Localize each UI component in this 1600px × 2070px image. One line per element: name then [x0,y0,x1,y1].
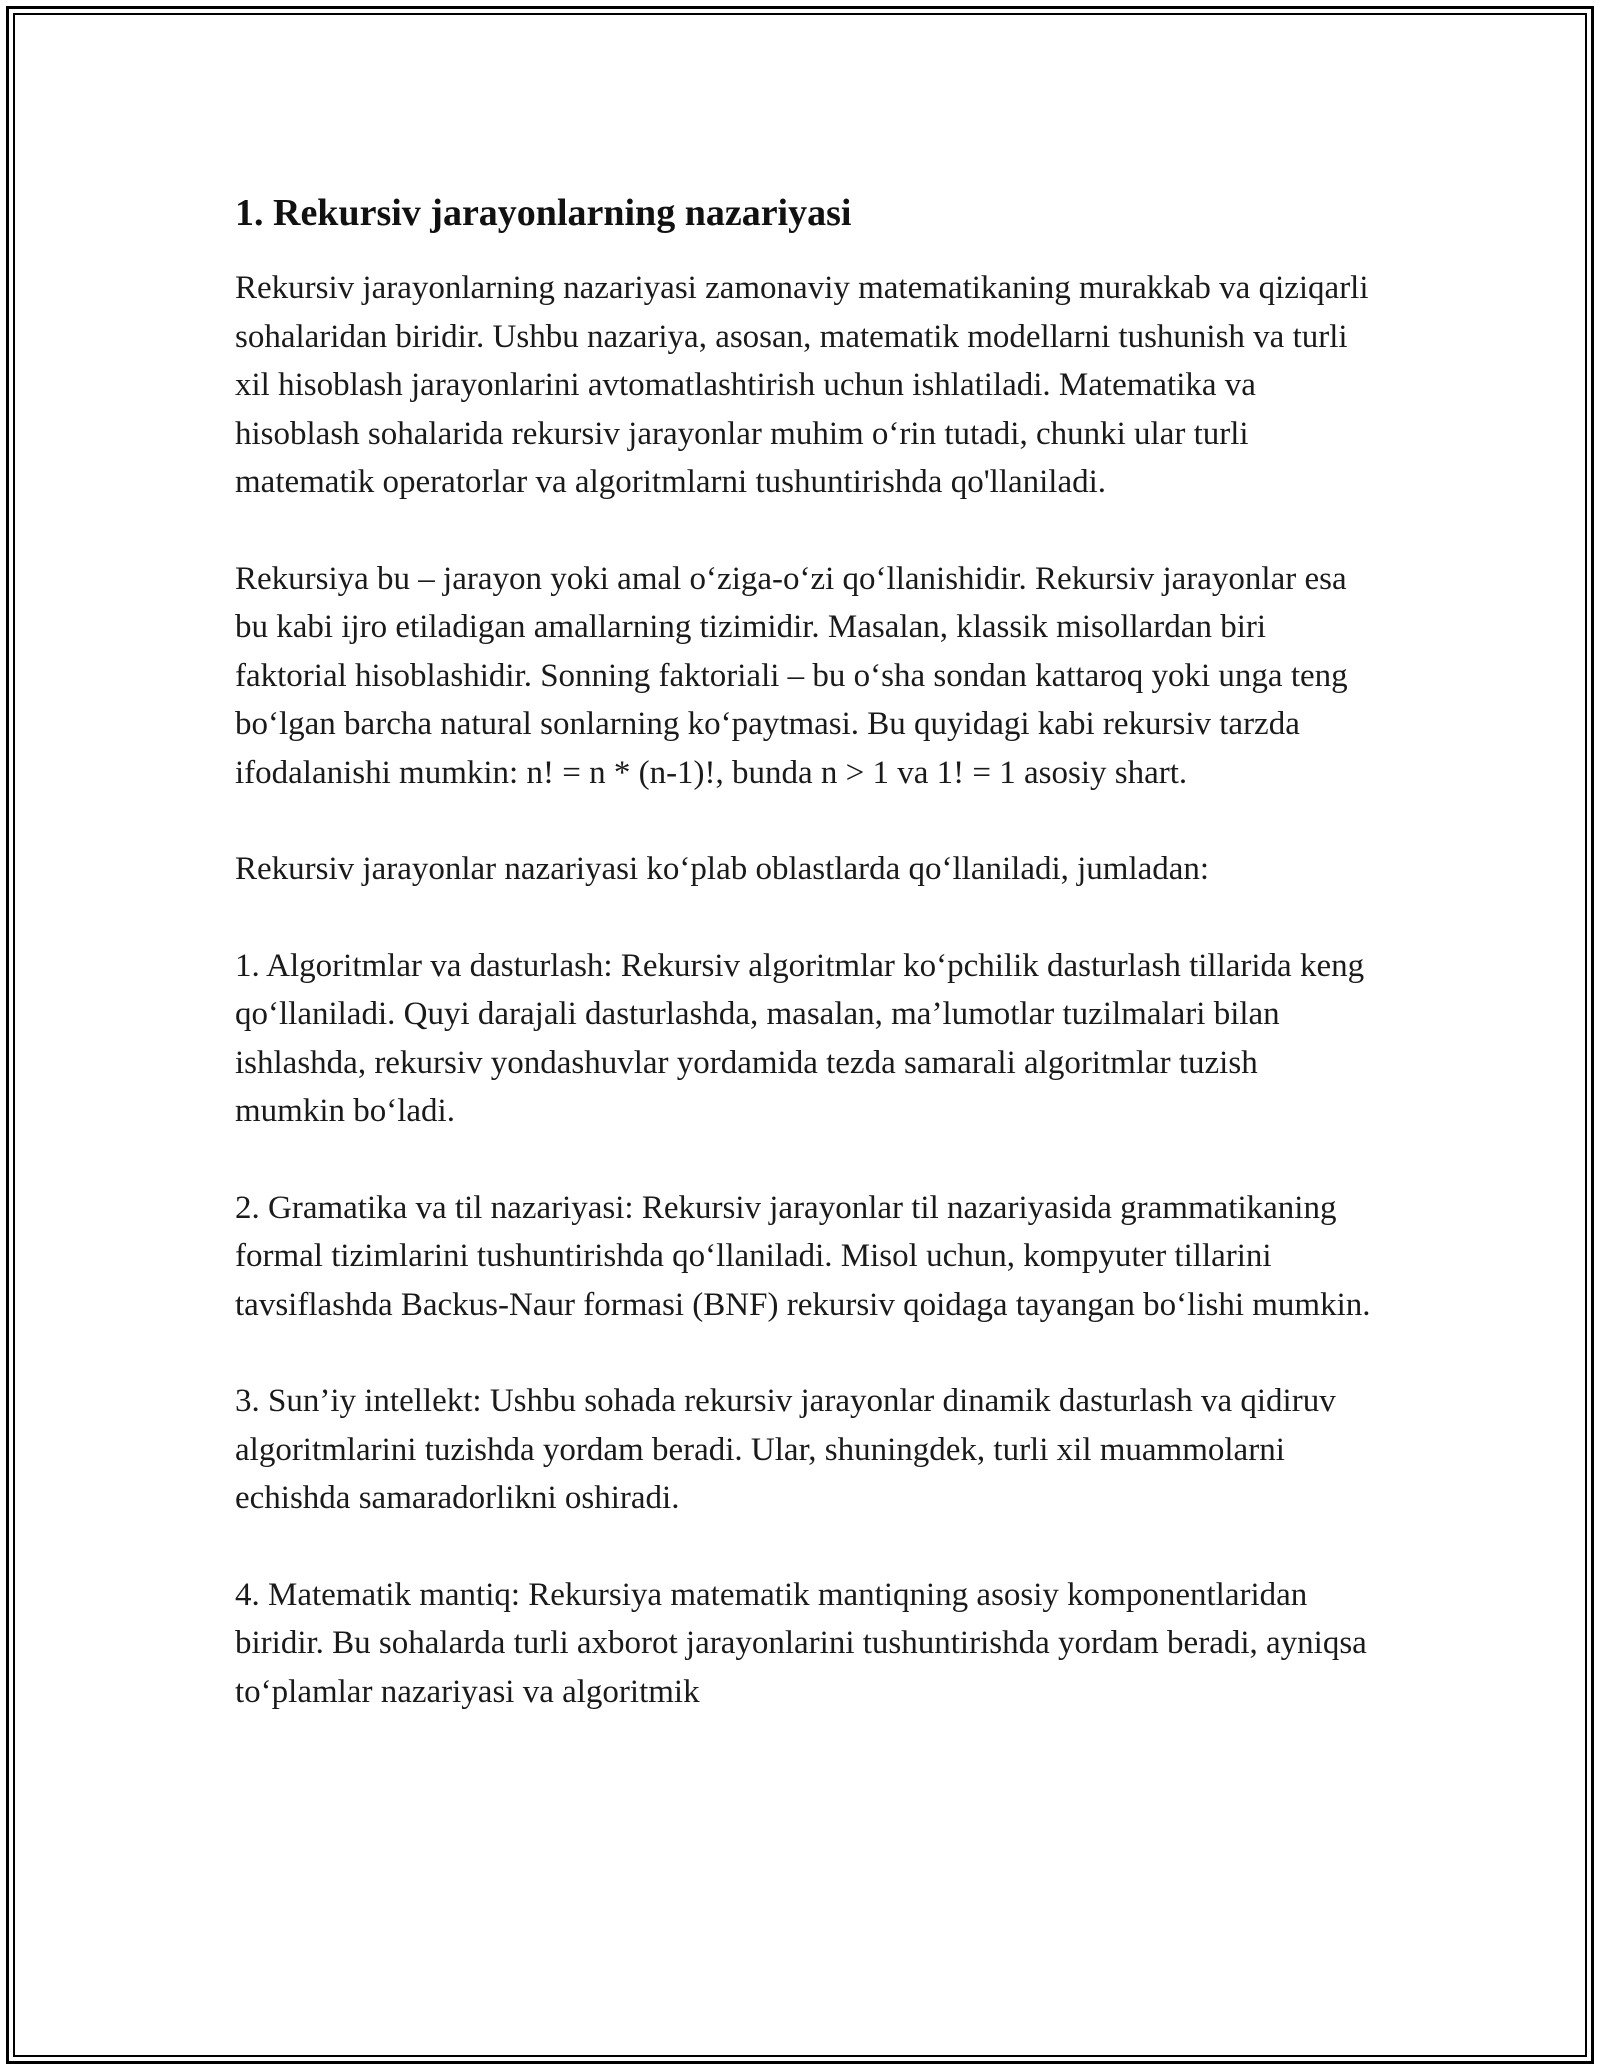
list-item-logic: 4. Matematik mantiq: Rekursiya matematik mantiqning asosiy komponentlaridan biridir. Bu sohalarda turli axborot jarayonlarini tushuntirishda yordam beradi, ayniqsa to‘plamlar nazariyasi va algoritmik [235,1576,1367,1710]
section-heading: 1. Rekursiv jarayonlarning nazariyasi [235,192,852,234]
list-item-grammar: 2. Gramatika va til nazariyasi: Rekursiv jarayonlar til nazariyasida grammatikaning formal tizimlarini tushuntirishda qo‘llaniladi. Misol uchun, kompyuter tillarini tavsiflashda Backus-Naur formasi (BNF) rekursiv qoidaga tayangan bo‘lishi mumkin. [235,1189,1371,1323]
applications-intro-paragraph: Rekursiv jarayonlar nazariyasi ko‘plab oblastlarda qo‘llaniladi, jumladan: [235,851,1210,887]
list-item-algorithms: 1. Algoritmlar va dasturlash: Rekursiv algoritmlar ko‘pchilik dasturlash tillarida keng qo‘llaniladi. Quyi darajali dasturlashda, masalan, ma’lumotlar tuzilmalari bilan ishlashda, rekursiv yondashuvlar yordamida tezda samarali algoritmlar tuzish mumkin bo‘ladi. [235,947,1365,1129]
list-item-ai: 3. Sun’iy intellekt: Ushbu sohada rekursiv jarayonlar dinamik dasturlash va qidiruv algoritmlarini tuzishda yordam beradi. Ular, shuningdek, turli xil muammolarni echishda samaradorlikni oshiradi. [235,1383,1336,1516]
document-body [235,184,1375,1764]
recursion-definition-paragraph: Rekursiya bu – jarayon yoki amal o‘ziga-o‘zi qo‘llanishidir. Rekursiv jarayonlar esa bu kabi ijro etiladigan amallarning tizimidir. Masalan, klassik misollardan biri faktorial hisoblashidir. Sonning faktoriali – bu o‘sha sondan kattaroq yoki unga teng bo‘lgan barcha natural sonlarning ko‘paytmasi. Bu quyidagi kabi rekursiv tarzda ifodalanishi mumkin: n! = n * (n-1)!, bunda n > 1 va 1! = 1 asosiy shart. [235,560,1348,791]
intro-paragraph: Rekursiv jarayonlarning nazariyasi zamonaviy matematikaning murakkab va qiziqarli sohalaridan biridir. Ushbu nazariya, asosan, matematik modellarni tushunish va turli xil hisoblash jarayonlarini avtomatlashtirish uchun ishlatiladi. Matematika va hisoblash sohalarida rekursiv jarayonlar muhim o‘rin tutadi, chunki ular turli matematik operatorlar va algoritmlarni tushuntirishda qo'llaniladi. [235,270,1369,500]
